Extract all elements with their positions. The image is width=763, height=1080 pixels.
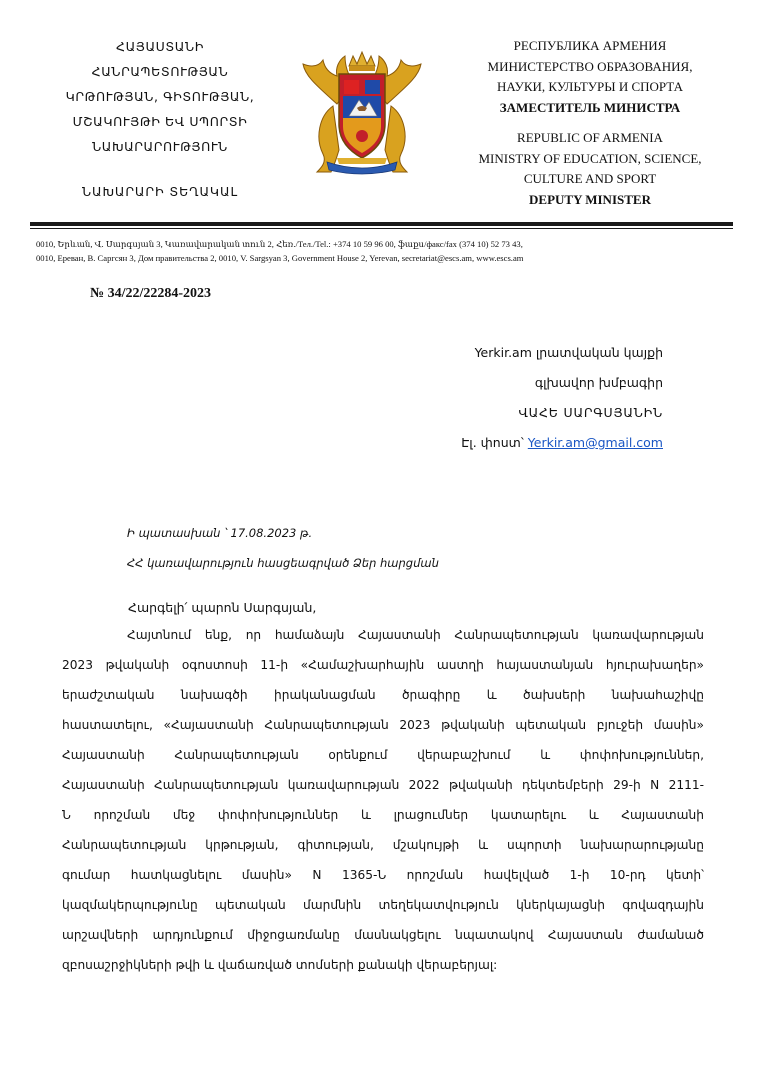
body-line: զբոսաշրջիկների թվի և վաճառված տոմսերի քանակի վերաբերյալ: <box>62 958 498 972</box>
header-armenian-title: ՆԱԽԱՐԱՐԻ ՏԵՂԱԿԱԼ <box>81 184 239 199</box>
address-line: 0010, Ереван, В. Саргсян 3, Дом правительства 2, 0010, V. Sargsyan 3, Government House 2, Yerevan, secretariat@escs.am, www.escs.am <box>36 253 524 263</box>
header-ru-en <box>455 36 725 210</box>
body-line: Հայաստանի Հանրապետության օրենքում վերաբաշխում և փոփոխություններ, <box>62 748 704 762</box>
body-line: 2023 թվականի օգոստոսի 11-ի «Համաշխարհային աստղի հայաստանյան հյուրախաղեր» <box>62 658 704 672</box>
email-label: Էլ. փոստ՝ <box>461 435 524 450</box>
address-block <box>36 237 736 265</box>
header-armenian-line: ՄՇԱԿՈՒՅԹԻ ԵՎ ՍՊՈՐՏԻ <box>72 114 248 129</box>
address-line: 0010, Երևան, Վ. Սարգսյան 3, Կառավարական տուն 2, Հեռ./Тел./Tel.: +374 10 59 96 00, ֆաքս/факс/fax (374 10) 52 73 43, <box>36 239 523 249</box>
body-line: Հայտնում ենք, որ համաձայն Հայաստանի Հանրապետության կառավարության <box>127 628 704 642</box>
header-armenian-line: ՀԱՆՐԱՊԵՏՈՒԹՅԱՆ <box>91 64 229 79</box>
header-ru-title: ЗАМЕСТИТЕЛЬ МИНИСТРА <box>499 99 681 115</box>
body-line: կազմակերպությունը պետական մարմնին տեղեկատվություն կներկայացնի գովազդային <box>62 898 704 912</box>
armenia-coat-of-arms-icon <box>297 46 427 178</box>
header-en-line: CULTURE AND SPORT <box>523 171 657 186</box>
header-ru-line: МИНИСТЕРСТВО ОБРАЗОВАНИЯ, <box>487 58 693 74</box>
header-divider-thin <box>30 228 733 229</box>
header-en-line: REPUBLIC OF ARMENIA <box>517 130 663 145</box>
header-ru-line: НАУКИ, КУЛЬТУРЫ И СПОРТА <box>497 79 683 94</box>
reference-block <box>127 518 439 578</box>
header-armenian-line: ՆԱԽԱՐԱՐՈՒԹՅՈՒՆ <box>92 139 228 154</box>
recipient-name: ՎԱՀԵ ՍԱՐԳՍՅԱՆԻՆ <box>518 405 663 420</box>
document-number: № 34/22/22284-2023 <box>90 286 212 301</box>
body-line: Հանրապետության կրթության, գիտության, մշակույթի և սպորտի նախարարությանը <box>62 838 704 852</box>
email-link[interactable]: Yerkir.am@gmail.com <box>527 435 663 450</box>
body-line: գումար հատկացնելու մասին» N 1365-Ն որոշման հավելված 1-ի 10-րդ կետի՝ <box>62 868 704 882</box>
body-line: Ն որոշման մեջ փոփոխություններ և լրացումներ կատարելու և Հայաստանի <box>62 808 704 822</box>
recipient-line: գլխավոր խմբագիր <box>534 375 663 390</box>
reference-line: Ի պատասխան ՝ 17.08.2023 թ. <box>127 526 313 540</box>
header-ru-line: РЕСПУБЛИКА АРМЕНИЯ <box>513 38 667 53</box>
header-armenian-line: ՀԱՅԱՍՏԱՆԻ <box>116 39 204 54</box>
recipient-line: Yerkir.am լրատվական կայքի <box>474 345 663 360</box>
body-line: հաստատելու, «Հայաստանի Հանրապետության 2023 թվականի պետական բյուջեի մասին» <box>62 718 704 732</box>
header-en-line: MINISTRY OF EDUCATION, SCIENCE, <box>478 150 702 166</box>
header-armenian-line: ԿՐԹՈՒԹՅԱՆ, ԳԻՏՈՒԹՅԱՆ, <box>65 89 255 104</box>
header-en-title: DEPUTY MINISTER <box>529 191 651 207</box>
salutation: Հարգելի՛ պարոն Սարգսյան, <box>128 600 317 615</box>
body-line: երաժշտական նախագծի իրականացման ծրագիրը և ծախսերի նախահաշիվը <box>62 688 704 702</box>
body-line: արշավների արդյունքում միջոցառմանը մասնակցելու նպատակով Հայաստան ժամանած <box>62 928 704 942</box>
header-divider-thick <box>30 222 733 226</box>
header-armenian <box>30 34 290 204</box>
body-line: Հայաստանի Հանրապետության կառավարության 2022 թվականի դեկտեմբերի 29-ի N 2111- <box>62 778 704 792</box>
letter-body <box>62 620 704 980</box>
reference-line: ՀՀ կառավարություն հասցեագրված Ձեր հարցման <box>127 556 439 570</box>
recipient-email-row <box>461 428 663 458</box>
recipient-block <box>461 338 663 458</box>
